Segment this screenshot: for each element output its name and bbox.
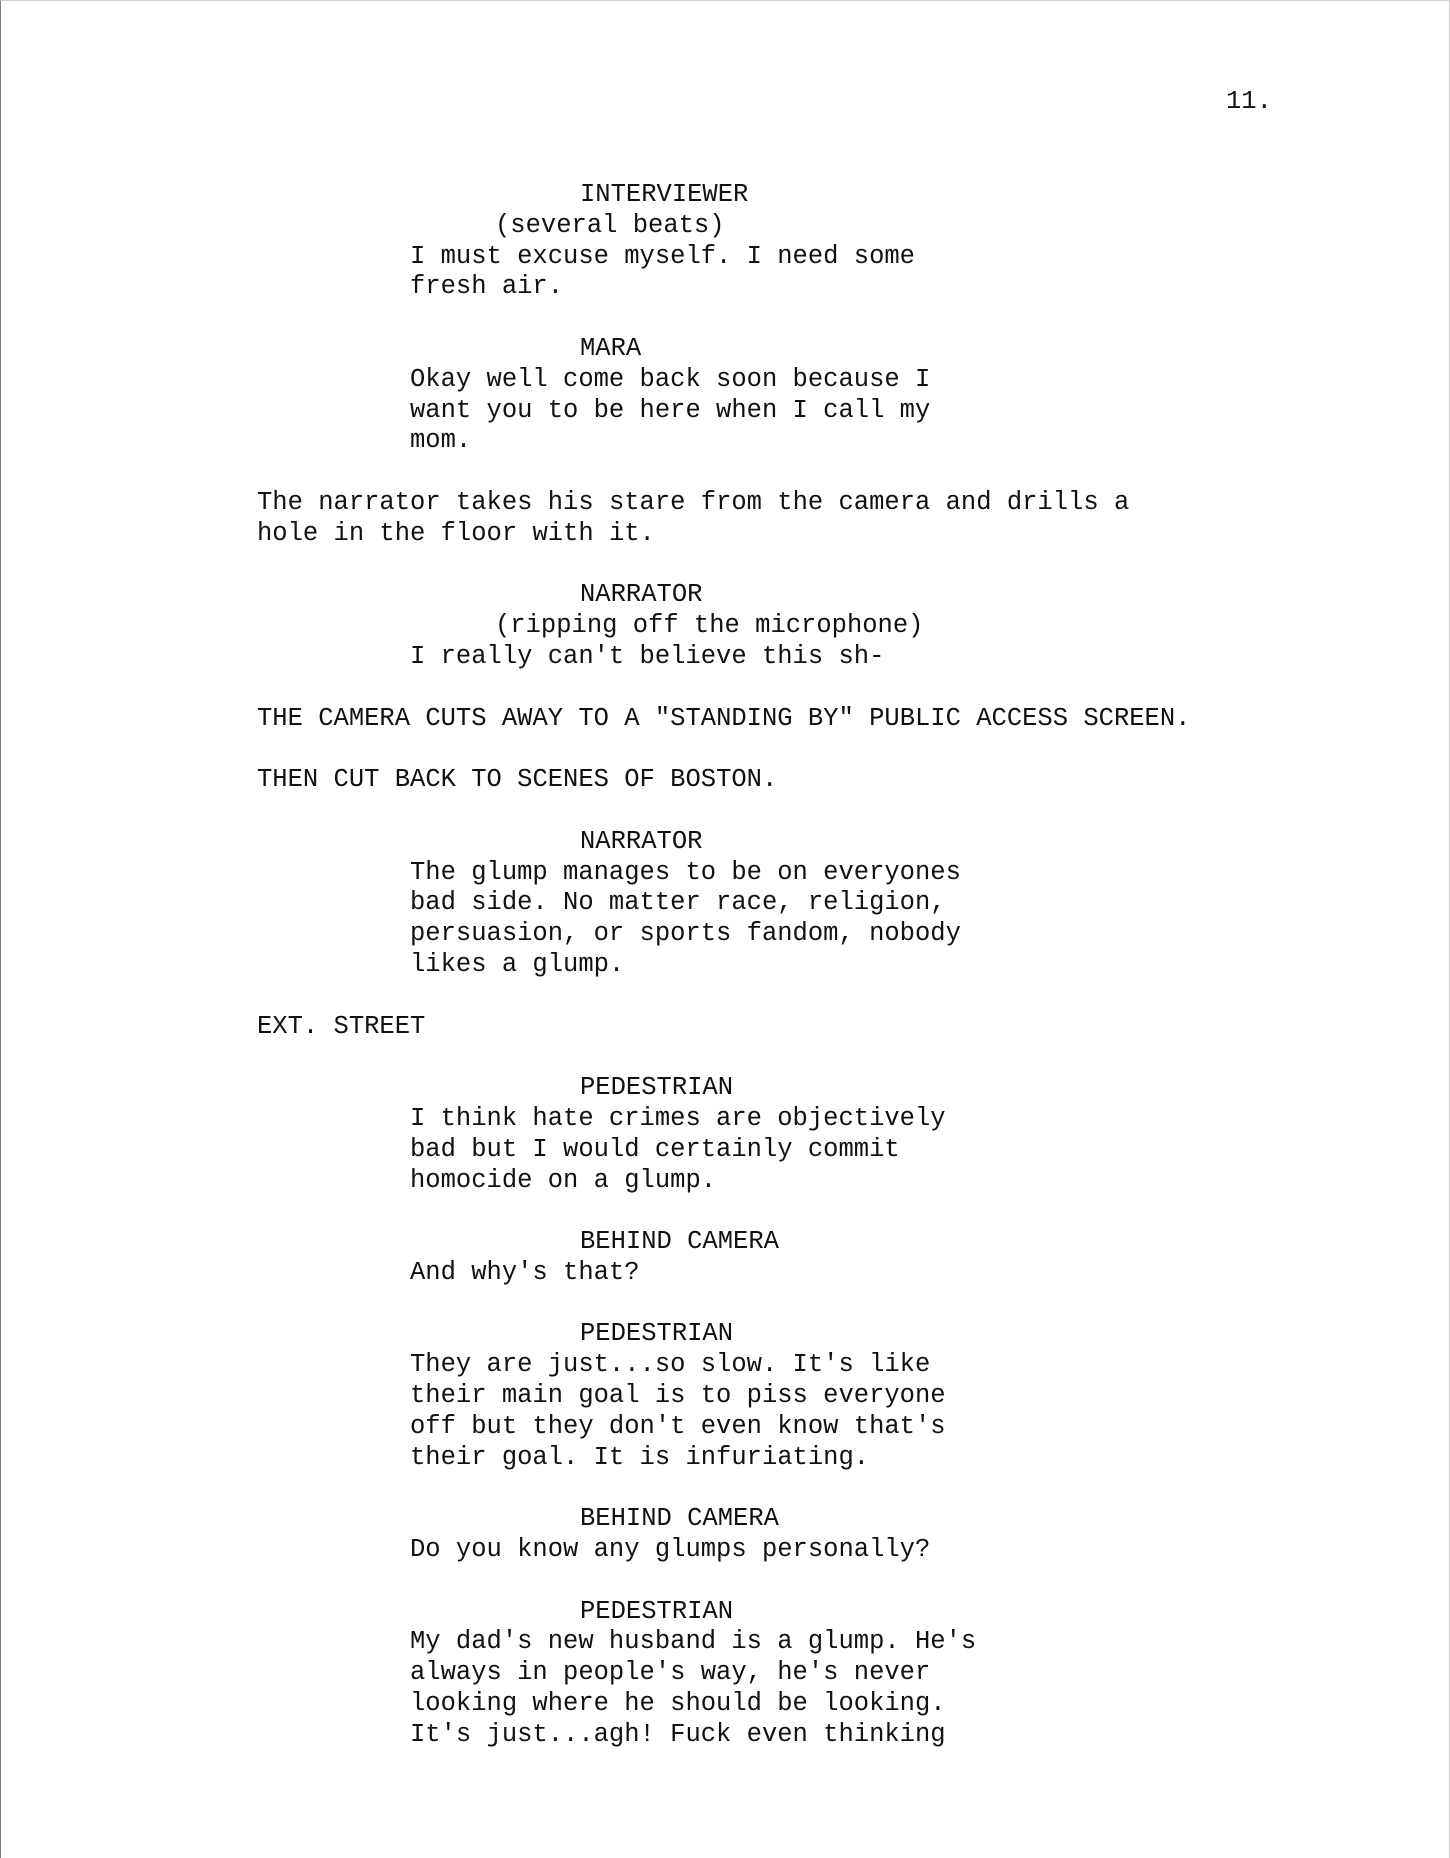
dialogue-line: My dad's new husband is a glump. He's	[410, 1627, 977, 1657]
blank-line	[257, 1566, 1337, 1597]
character-name: NARRATOR	[580, 580, 703, 610]
dialogue-line: And why's that?	[410, 1257, 640, 1287]
dialogue-line: bad but I would certainly commit	[410, 1134, 900, 1164]
blank-line	[257, 1196, 1337, 1227]
character-name: BEHIND CAMERA	[580, 1504, 779, 1534]
character-name: PEDESTRIAN	[580, 1319, 734, 1349]
blank-line	[257, 796, 1337, 827]
dialogue-line: off but they don't even know that's	[410, 1411, 946, 1441]
character-name: PEDESTRIAN	[580, 1596, 734, 1626]
blank-line	[257, 673, 1337, 704]
action-line: The narrator takes his stare from the camera and drills a	[257, 487, 1130, 517]
dialogue-line: mom.	[410, 426, 472, 456]
dialogue-line: I really can't believe this sh-	[410, 641, 885, 671]
dialogue-line: I must excuse myself. I need some	[410, 241, 915, 271]
dialogue-line: their goal. It is infuriating.	[410, 1442, 870, 1472]
character-name: PEDESTRIAN	[580, 1073, 734, 1103]
dialogue-line: Okay well come back soon because I	[410, 364, 931, 394]
blank-line	[257, 457, 1337, 488]
character-name: INTERVIEWER	[580, 180, 749, 209]
action-line: THEN CUT BACK TO SCENES OF BOSTON.	[257, 765, 778, 795]
blank-line	[257, 303, 1337, 334]
blank-line	[257, 1042, 1337, 1073]
dialogue-line: persuasion, or sports fandom, nobody	[410, 919, 961, 949]
dialogue-line: their main goal is to piss everyone	[410, 1381, 946, 1411]
blank-line	[257, 1473, 1337, 1504]
blank-line	[257, 734, 1337, 765]
dialogue-line: I think hate crimes are objectively	[410, 1103, 946, 1133]
dialogue-line: Do you know any glumps personally?	[410, 1535, 931, 1565]
blank-line	[257, 1289, 1337, 1320]
character-name: BEHIND CAMERA	[580, 1227, 779, 1257]
action-line: hole in the floor with it.	[257, 518, 655, 548]
parenthetical: (several beats)	[495, 210, 725, 240]
screenplay-body	[257, 180, 1337, 1751]
dialogue-line: They are just...so slow. It's like	[410, 1350, 931, 1380]
character-name: NARRATOR	[580, 826, 703, 856]
dialogue-line: bad side. No matter race, religion,	[410, 888, 946, 918]
dialogue-line: It's just...agh! Fuck even thinking	[410, 1719, 946, 1749]
dialogue-line: looking where he should be looking.	[410, 1689, 946, 1719]
page-number: 11.	[1226, 87, 1272, 116]
scene-heading: EXT. STREET	[257, 1011, 426, 1041]
dialogue-line: homocide on a glump.	[410, 1165, 717, 1195]
dialogue-line: fresh air.	[410, 272, 564, 302]
parenthetical: (ripping off the microphone)	[495, 611, 924, 641]
action-line: THE CAMERA CUTS AWAY TO A "STANDING BY" PUBLIC ACCESS SCREEN.	[257, 703, 1191, 733]
blank-line	[257, 550, 1337, 581]
blank-line	[257, 981, 1337, 1012]
dialogue-line: The glump manages to be on everyones	[410, 857, 961, 887]
dialogue-line: always in people's way, he's never	[410, 1658, 931, 1688]
dialogue-line: want you to be here when I call my	[410, 395, 931, 425]
character-name: MARA	[580, 333, 642, 363]
dialogue-line: likes a glump.	[410, 949, 625, 979]
